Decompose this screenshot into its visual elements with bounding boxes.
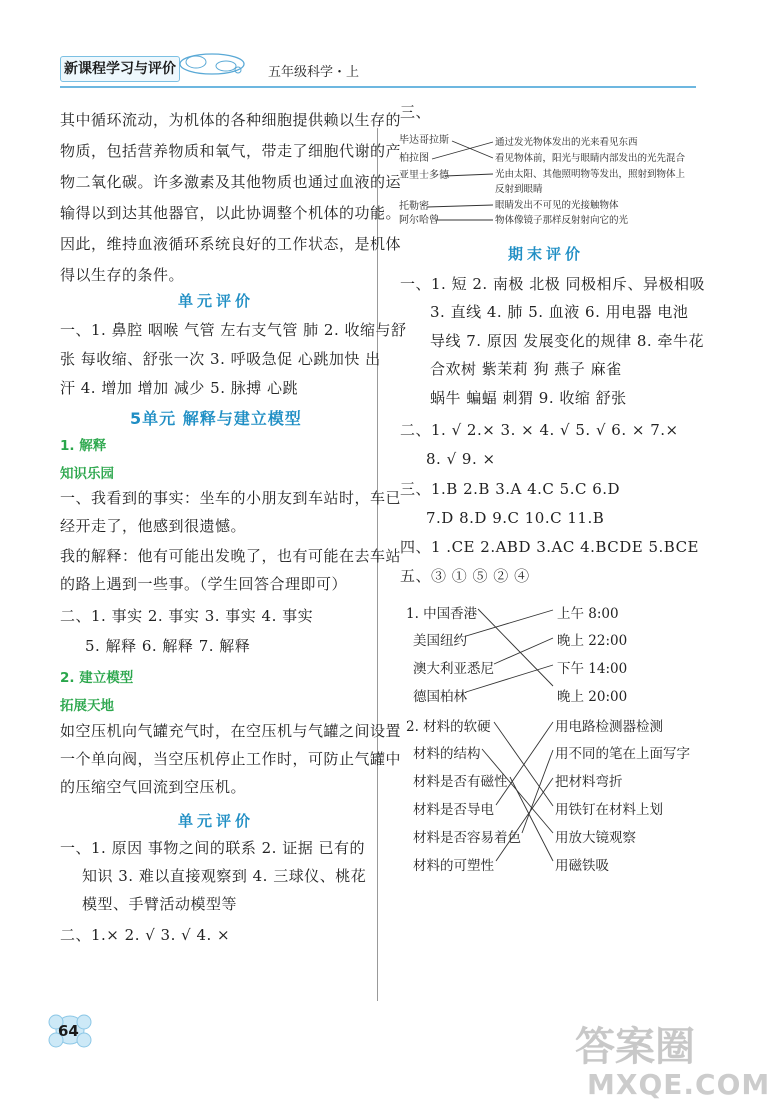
match2-left: 1. 中国香港 bbox=[406, 606, 478, 622]
series-title: 新课程学习与评价 bbox=[64, 61, 176, 77]
left-para-line: 其中循环流动，为机体的各种细胞提供赖以生存的 bbox=[60, 111, 402, 129]
final-line: 7.D 8.D 9.C 10.C 11.B bbox=[426, 509, 605, 527]
match2-right: 晚上 22:00 bbox=[557, 633, 628, 649]
answer-line: 我的解释：他有可能出发晚了，也有可能在去车站 bbox=[60, 547, 402, 565]
unit-eval-line: 一、1. 鼻腔 咽喉 气管 左右支气管 肺 2. 收缩与舒 bbox=[60, 321, 407, 339]
match3-right: 用电路检测器检测 bbox=[555, 719, 663, 735]
match3-left: 2. 材料的软硬 bbox=[406, 719, 491, 735]
unit-eval-line: 知识 3. 难以直接观察到 4. 三球仪、桃花 bbox=[82, 867, 367, 885]
match1-left: 阿尔哈曾 bbox=[399, 215, 439, 226]
unit-eval-title: 单元评价 bbox=[178, 812, 255, 830]
match2-left: 德国柏林 bbox=[413, 689, 467, 705]
watermark-url: MXQE.COM bbox=[587, 1068, 770, 1101]
final-line: 3. 直线 4. 肺 5. 血液 6. 用电器 电池 bbox=[430, 303, 689, 321]
unit-eval-line: 一、1. 原因 事物之间的联系 2. 证据 已有的 bbox=[60, 839, 365, 857]
answer-line: 二、1. 事实 2. 事实 3. 事实 4. 事实 bbox=[60, 607, 314, 625]
unit-5-title: 5单元 解释与建立模型 bbox=[130, 409, 302, 428]
section-1-subtitle: 知识乐园 bbox=[60, 466, 114, 482]
match3-left: 材料是否容易着色 bbox=[413, 830, 521, 846]
left-para-line: 物二氧化碳。许多激素及其他物质也通过血液的运 bbox=[60, 173, 402, 191]
page-number: 64 bbox=[58, 1022, 79, 1040]
match1-right: 反射到眼睛 bbox=[495, 184, 543, 195]
answer-line: 一、我看到的事实：坐车的小朋友到车站时，车已 bbox=[60, 489, 402, 507]
match2-right: 晚上 20:00 bbox=[557, 689, 628, 705]
match1-right: 光由太阳、其他照明物等发出，照射到物体上 bbox=[495, 169, 686, 180]
left-para-line: 物质，包括营养物质和氧气，带走了细胞代谢的产 bbox=[60, 142, 402, 160]
final-line: 三、1.B 2.B 3.A 4.C 5.C 6.D bbox=[400, 480, 621, 498]
left-para-line: 输得以到达其他器官，以此协调整个机体的功能。 bbox=[60, 204, 402, 222]
match1-right: 物体像镜子那样反射射向它的光 bbox=[495, 215, 629, 226]
match1-left: 柏拉图 bbox=[399, 153, 429, 164]
grade-subject: 五年级科学・上 bbox=[268, 65, 360, 80]
match1-left: 托勒密 bbox=[399, 201, 429, 212]
section-1-title: 1. 解释 bbox=[60, 438, 107, 454]
unit-eval-line: 模型、手臂活动模型等 bbox=[82, 895, 238, 913]
match3-left: 材料的可塑性 bbox=[413, 858, 494, 874]
match1-right: 眼睛发出不可见的光接触物体 bbox=[495, 200, 619, 211]
match2-left: 澳大利亚悉尼 bbox=[413, 661, 494, 677]
section-3-label: 三、 bbox=[400, 103, 432, 121]
final-line: 蜗牛 蝙蝠 刺猬 9. 收缩 舒张 bbox=[430, 389, 627, 407]
final-line: 四、1 .CE 2.ABD 3.AC 4.BCDE 5.BCE bbox=[400, 538, 699, 556]
final-line: 8. √ 9. × bbox=[426, 450, 496, 468]
answer-line: 如空压机向气罐充气时，在空压机与气罐之间设置 bbox=[60, 722, 402, 740]
match3-right: 用磁铁吸 bbox=[555, 858, 609, 874]
left-para-line: 得以生存的条件。 bbox=[60, 266, 185, 284]
match2-left: 美国纽约 bbox=[413, 633, 467, 649]
section-2-subtitle: 拓展天地 bbox=[60, 698, 114, 714]
answer-line: 一个单向阀，当空压机停止工作时，可防止气罐中 bbox=[60, 750, 402, 768]
match1-left: 亚里士多德 bbox=[399, 170, 449, 181]
match3-left: 材料是否有磁性 bbox=[413, 774, 508, 790]
match1-left: 毕达哥拉斯 bbox=[399, 135, 449, 146]
match2-right: 下午 14:00 bbox=[557, 661, 628, 677]
section-2-title: 2. 建立模型 bbox=[60, 670, 134, 686]
match2-right: 上午 8:00 bbox=[557, 606, 619, 622]
watermark-logo: 答案圈 bbox=[575, 1024, 695, 1070]
match3-right: 用放大镜观察 bbox=[555, 830, 636, 846]
answer-line: 经开走了，他感到很遗憾。 bbox=[60, 517, 247, 535]
match1-right: 看见物体前，阳光与眼睛内部发出的光先混合 bbox=[495, 153, 686, 164]
answer-line: 的路上遇到一些事。（学生回答合理即可） bbox=[60, 575, 348, 593]
match3-right: 把材料弯折 bbox=[555, 774, 623, 790]
match3-right: 用不同的笔在上面写字 bbox=[555, 746, 690, 762]
final-line: 合欢树 紫茉莉 狗 燕子 麻雀 bbox=[430, 360, 622, 378]
final-line: 导线 7. 原因 发展变化的规律 8. 牵牛花 bbox=[430, 332, 704, 350]
match3-left: 材料是否导电 bbox=[413, 802, 494, 818]
match1-right: 通过发光物体发出的光来看见东西 bbox=[495, 137, 638, 148]
final-line: 五、③ ① ⑤ ② ④ bbox=[400, 567, 530, 585]
match3-left: 材料的结构 bbox=[413, 746, 481, 762]
final-line: 二、1. √ 2.× 3. × 4. √ 5. √ 6. × 7.× bbox=[400, 421, 679, 439]
unit-eval-line: 张 每收缩、舒张一次 3. 呼吸急促 心跳加快 出 bbox=[60, 350, 381, 368]
left-para-line: 因此，维持血液循环系统良好的工作状态，是机体 bbox=[60, 235, 402, 253]
answer-line: 5. 解释 6. 解释 7. 解释 bbox=[85, 637, 251, 655]
unit-eval-line: 汗 4. 增加 增加 减少 5. 脉搏 心跳 bbox=[60, 379, 299, 397]
unit-eval-line: 二、1.× 2. √ 3. √ 4. × bbox=[60, 926, 231, 944]
final-eval-title: 期末评价 bbox=[508, 245, 585, 263]
answer-line: 的压缩空气回流到空压机。 bbox=[60, 778, 247, 796]
match3-right: 用铁钉在材料上划 bbox=[555, 802, 663, 818]
final-line: 一、1. 短 2. 南极 北极 同极相斥、异极相吸 bbox=[400, 275, 705, 293]
unit-eval-title: 单元评价 bbox=[178, 292, 255, 310]
